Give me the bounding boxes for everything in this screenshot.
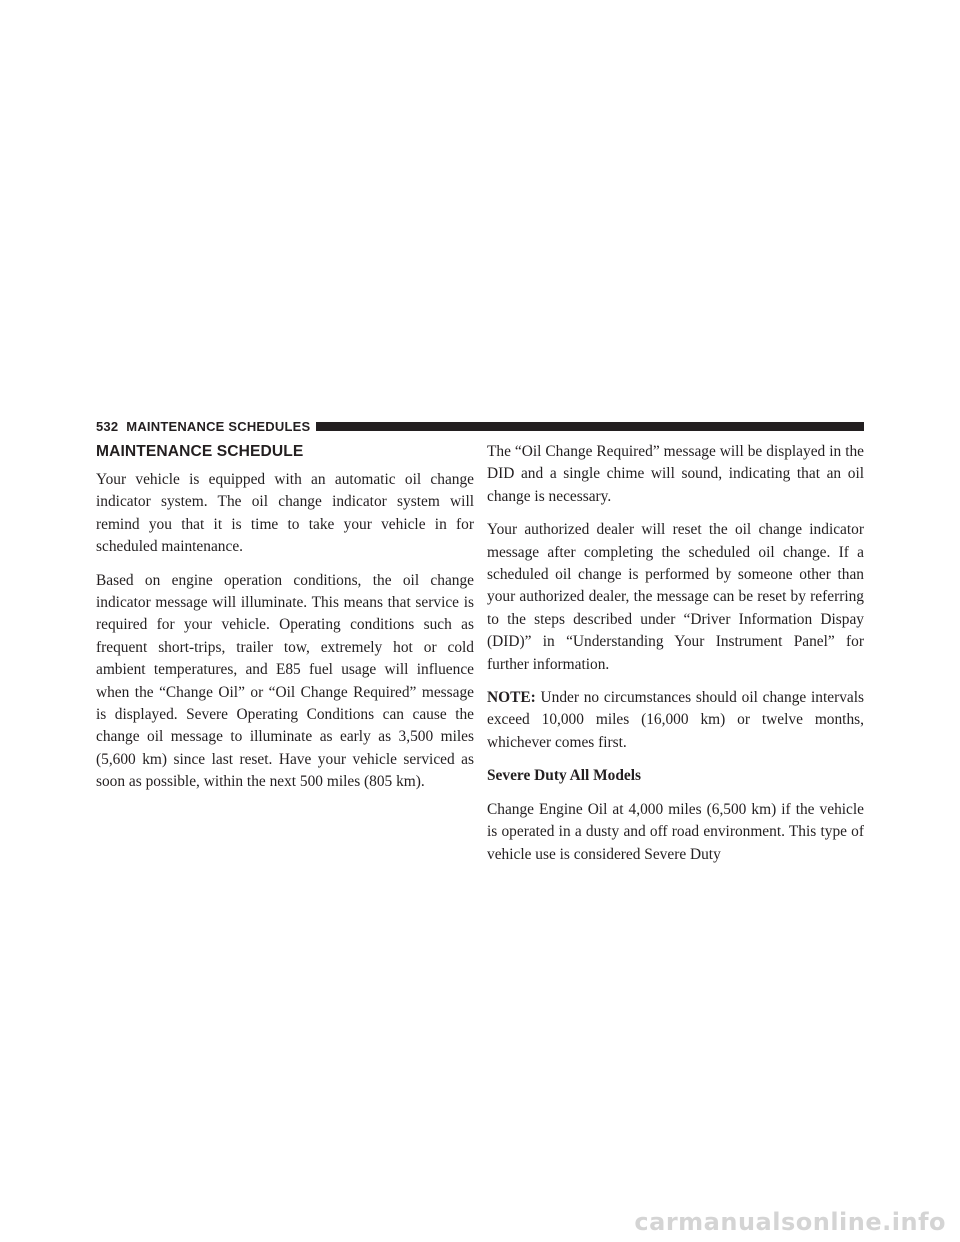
watermark: carmanualsonline.info (634, 1208, 946, 1236)
message-paragraph: The “Oil Change Required” message will be displayed in the DID and a single chime will sound, indicating that an oil change is necessary. (487, 443, 864, 505)
severe-duty-paragraph: Change Engine Oil at 4,000 miles (6,500 km) if the vehicle is operated in a dusty and off road environment. This type of vehicle use is considered Severe Duty (487, 800, 864, 863)
section-name: MAINTENANCE SCHEDULES (126, 418, 311, 434)
section-title: MAINTENANCE SCHEDULE (96, 443, 304, 460)
intro-paragraph: Your vehicle is equipped with an automatic oil change indicator system. The oil change indicator system will remind you that it is time to take your vehicle in for scheduled maintenance. (96, 471, 474, 556)
left-column (96, 441, 474, 805)
conditions-paragraph: Based on engine operation conditions, the oil change indicator message will illuminate. This means that service is required for your vehicle. Operating conditions such as frequent short-trips, trailer tow, extremely hot or cold ambient temperatures, and E85 fuel usage will influence when the “Change Oil” or “Oil Change Required” message is displayed. Severe Operating Conditions can cause the change oil message to illuminate as early as 3,500 miles (5,600 km) since last reset. Have your vehicle serviced as soon as possible, within the next 500 miles (805 km). (96, 571, 474, 791)
note-paragraph (487, 687, 864, 754)
reset-paragraph: Your authorized dealer will reset the oil change indicator message after completing the scheduled oil change. If a scheduled oil change is performed by someone other than your authorized dealer, the message can be reset by referring to the steps described under “Driver Information Dispay (DID)” in “Understanding Your Instrument Panel” for further information. (487, 521, 864, 673)
page-header (96, 415, 864, 437)
note-text: Under no circumstances should oil change intervals exceed 10,000 miles (16,000 km) or twelve months, whichever comes first. (487, 689, 864, 751)
page-number: 532 (96, 418, 119, 434)
header-rule (316, 422, 864, 431)
right-column (487, 441, 864, 877)
note-label: NOTE: (487, 689, 536, 707)
severe-duty-heading: Severe Duty All Models (487, 767, 642, 785)
